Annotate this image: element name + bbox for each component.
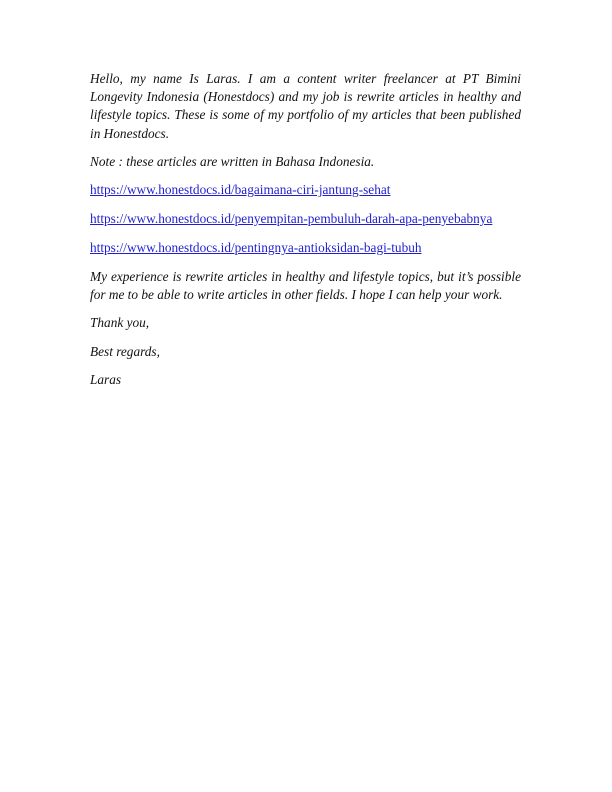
portfolio-link-2[interactable]: https://www.honestdocs.id/penyempitan-pembuluh-darah-apa-penyebabnya [90, 211, 493, 227]
portfolio-link-row [90, 239, 521, 258]
closing-thanks: Thank you, [90, 315, 150, 331]
portfolio-link-row [90, 210, 521, 229]
note-paragraph: Note : these articles are written in Bahasa Indonesia. [90, 153, 375, 169]
signature-name: Laras [90, 371, 122, 387]
experience-paragraph: My experience is rewrite articles in healthy and lifestyle topics, but it’s possible for me to be able to write articles in other fields. I hope I can help your work. [90, 269, 521, 303]
portfolio-link-3[interactable]: https://www.honestdocs.id/pentingnya-antioksidan-bagi-tubuh [90, 240, 422, 256]
portfolio-link-row [90, 181, 521, 200]
closing-regards: Best regards, [90, 343, 160, 359]
portfolio-link-1[interactable]: https://www.honestdocs.id/bagaimana-ciri-jantung-sehat [90, 182, 391, 198]
document-page [90, 70, 521, 399]
intro-paragraph: Hello, my name Is Laras. I am a content writer freelancer at PT Bimini Longevity Indonesia (Honestdocs) and my job is rewrite articles in healthy and lifestyle topics. These is some of my portfolio of my articles that been published in Honestdocs. [90, 71, 521, 141]
